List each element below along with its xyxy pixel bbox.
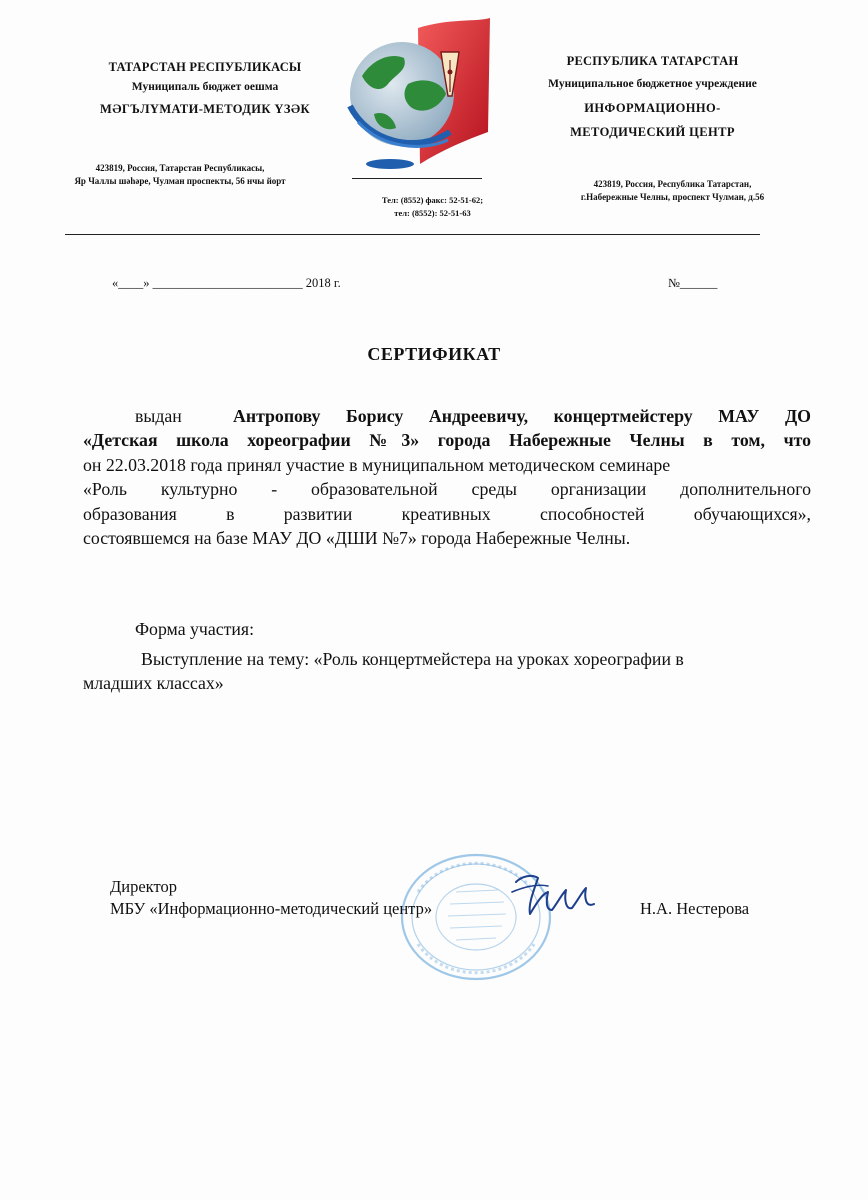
body-line-5: образования в развитии креативных способностей обучающихся», [83,503,811,524]
letterhead-divider [65,234,760,235]
right-org-type: Муниципальное бюджетное учреждение [548,78,757,90]
logo-divider [352,178,482,179]
phone-line1: Тел: (8552) факс: 52-51-62; [381,195,484,205]
left-address-line2: Яр Чаллы шәһәре, Чулман проспекты, 56 нчы йорт [74,176,286,186]
body-prefix: выдан [135,406,182,426]
phone-block [335,194,530,220]
body-line-4: «Роль культурно - образовательной среды организации дополнительного [83,479,811,500]
globe-pen-logo-icon [338,14,498,174]
handwritten-signature [508,868,598,924]
right-republic: РЕСПУБЛИКА ТАТАРСТАН [566,54,739,68]
left-address [30,162,330,188]
right-org-name-line2: МЕТОДИЧЕСКИЙ ЦЕНТР [570,125,735,139]
signature-scribble-icon [508,868,598,924]
body-line-1 [83,404,811,428]
left-republic: ТАТАРСТАН РЕСПУБЛИКАСЫ [108,60,302,74]
certificate-title: СЕРТИФИКАТ [367,344,501,364]
letterhead-left [40,57,370,121]
signer-name: Н.А. Нестерова [640,899,750,918]
participation-line1: Выступление на тему: «Роль концертмейстера на уроках хореографии в [141,649,684,669]
left-org-name: МӘГЪЛҮМАТИ-МЕТОДИК ҮЗӘК [100,102,310,116]
signer-position: Директор [110,877,177,896]
phone-line2: тел: (8552): 52-51-63 [394,208,471,218]
right-address-line1: 423819, Россия, Республика Татарстан, [593,179,752,189]
recipient-name: Антропову Борису Андреевичу, концертмейстеру МАУ ДО [233,406,812,426]
org-logo [338,14,498,174]
participation-label: Форма участия: [135,619,255,639]
signer-organization: МБУ «Информационно-методический центр» [110,899,433,918]
right-address [540,178,805,204]
left-org-type: Муниципаль бюджет оешма [131,81,279,93]
letterhead-right [505,50,800,144]
participation-line2: младших классах» [83,673,224,694]
participation-topic [83,647,811,696]
body-line-2: «Детская школа хореографии №3» города Набережные Челны в том, что [83,430,811,451]
body-line-6: состоявшемся на базе МАУ ДО «ДШИ №7» города Набережные Челны. [83,528,631,549]
date-line: «____» ________________________ 2018 г. [112,276,341,290]
body-line-3: он 22.03.2018 года принял участие в муниципальном методическом семинаре [83,454,671,475]
left-address-line1: 423819, Россия, Татарстан Республикасы, [95,163,265,173]
doc-number: №______ [668,276,718,290]
right-address-line2: г.Набережные Челны, проспект Чулман, д.56 [580,192,765,202]
right-org-name-line1: ИНФОРМАЦИОННО- [584,101,721,115]
certificate-body [83,404,811,550]
